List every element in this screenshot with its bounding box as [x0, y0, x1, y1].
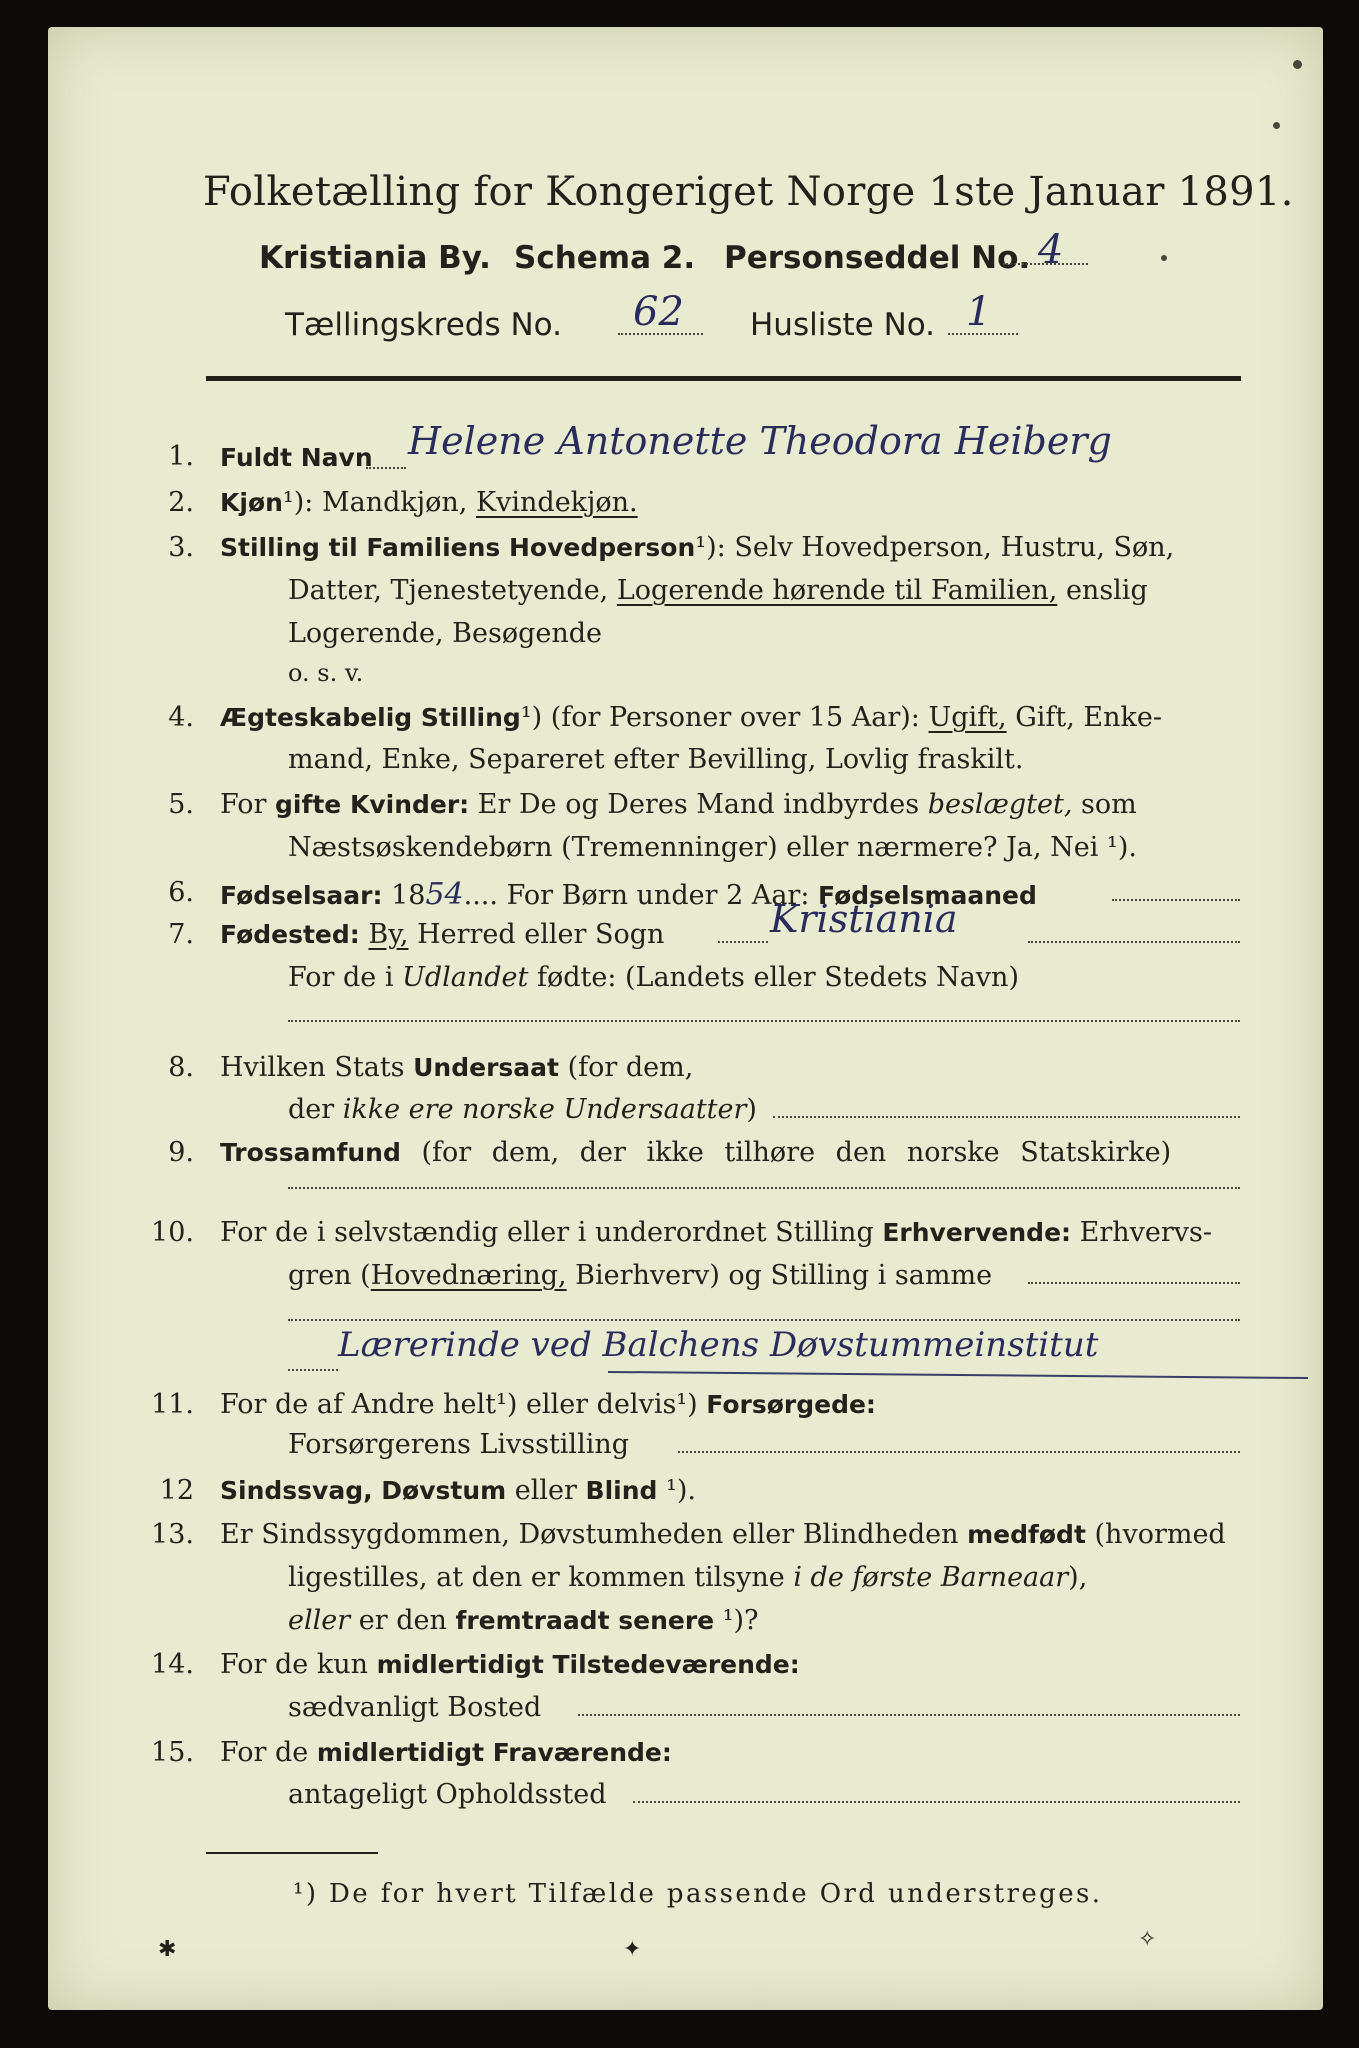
q8-line2c: )	[746, 1094, 757, 1125]
q4-line2: mand, Enke, Separeret efter Bevilling, Lovlig fraskilt.	[288, 744, 1024, 775]
q3-line4: o. s. v.	[288, 659, 364, 687]
q13-line3c: ¹)?	[722, 1605, 759, 1636]
q5-line1b: beslægtet,	[927, 789, 1073, 820]
q5-line1a: Er De og Deres Mand indbyrdes	[477, 789, 920, 820]
q15-dots	[633, 1801, 1240, 1803]
q15-label: midlertidigt Fraværende:	[316, 1738, 672, 1767]
q14-line2: sædvanligt Bosted	[288, 1692, 542, 1723]
item-number-14: 14.	[151, 1649, 194, 1680]
taellingskreds-dots	[618, 333, 703, 335]
q13-line3	[288, 1605, 759, 1636]
q2-line	[220, 487, 638, 518]
q2-option-male: Mandkjøn,	[321, 487, 468, 518]
q8-label: Undersaat	[413, 1053, 559, 1082]
personseddel-number: 4	[1038, 227, 1064, 273]
q9-blank-line	[288, 1187, 1240, 1189]
q12-mid: eller	[514, 1475, 577, 1506]
q7-value-birthplace: Kristiania	[770, 897, 958, 941]
q13-line1b: (hvormed	[1094, 1519, 1226, 1550]
item-number-10: 10.	[151, 1217, 194, 1248]
item-number-2: 2.	[168, 487, 194, 518]
q10-line1a: For de i selvstændig eller i underordnet Stilling	[220, 1217, 874, 1248]
q12-sup: ¹).	[666, 1475, 696, 1506]
q1-label: Fuldt Navn	[220, 443, 373, 472]
q6-dots	[1112, 899, 1240, 901]
q10-dots-c	[288, 1369, 338, 1371]
q15-line1a: For de	[220, 1737, 309, 1768]
q10-line2	[288, 1260, 992, 1291]
q13-line3b: er den	[358, 1605, 447, 1636]
q6-value-birthyear: 54	[425, 877, 464, 912]
q10-line2a: gren (	[288, 1260, 371, 1291]
q7-line2c: fødte: (Landets eller Stedets Navn)	[536, 962, 1019, 993]
item-number-13: 13.	[151, 1519, 194, 1550]
footnote: ¹) De for hvert Tilfælde passende Ord understreges.	[293, 1879, 1103, 1909]
q9-line1	[220, 1137, 1171, 1168]
q14-dots	[578, 1714, 1240, 1716]
q8-line2a: der	[288, 1094, 335, 1125]
q6-prefix: 18	[391, 880, 426, 911]
q3-line1	[220, 532, 1174, 563]
ink-spot-2	[1273, 122, 1280, 129]
q10-label: Erhvervende:	[882, 1218, 1072, 1247]
q10-line2b: Bierhverv) og Stilling i samme	[575, 1260, 993, 1291]
item-number-8: 8.	[168, 1052, 194, 1083]
q2-label: Kjøn	[220, 488, 283, 517]
q10-hovednaering-underlined: Hovednæring,	[370, 1260, 567, 1291]
q2-sup: ¹):	[282, 487, 314, 518]
q5-line2: Næstsøskendebørn (Tremenninger) eller nærmere? Ja, Nei ¹).	[288, 832, 1137, 863]
q8-line2b: ikke ere norske Undersaatter	[342, 1094, 747, 1125]
q13-line1	[220, 1519, 1226, 1550]
q10-dots-b	[288, 1319, 1240, 1321]
footnote-rule	[206, 1852, 378, 1854]
q5-label: gifte Kvinder:	[275, 790, 470, 819]
q3-line2a: Datter, Tjenestetyende,	[288, 575, 609, 606]
q13-line2	[288, 1562, 1087, 1593]
q1-value-fullname: Helene Antonette Theodora Heiberg	[408, 419, 1112, 463]
q10-dots-a	[1028, 1282, 1240, 1284]
q9-label: Trossamfund	[220, 1138, 401, 1167]
taellingskreds-number: 62	[633, 289, 684, 335]
husliste-dots	[948, 333, 1018, 335]
husliste-number: 1	[966, 289, 992, 335]
q5-line1c: som	[1081, 789, 1137, 820]
item-number-7: 7.	[168, 919, 194, 950]
q4-line1a: ¹) (for Personer over 15 Aar):	[520, 702, 920, 733]
q8-line2	[288, 1094, 757, 1125]
q13-label: medfødt	[967, 1520, 1086, 1549]
corner-mark-right-icon: ✧	[1138, 1927, 1157, 1952]
q6-line: Fødselsaar: 1854.... For Børn under 2 Aar: Fødselsmaaned	[220, 877, 1037, 912]
q11-label: Forsørgede:	[706, 1390, 876, 1419]
q11-dots	[678, 1451, 1240, 1453]
q14-line1a: For de kun	[220, 1649, 368, 1680]
q7-blank-line	[288, 1020, 1240, 1022]
q7-line2	[288, 962, 1019, 993]
ink-spot-1	[1293, 60, 1302, 69]
q7-line1	[220, 919, 664, 950]
q1-dots	[366, 467, 406, 469]
q7-rest: Herred eller Sogn	[417, 919, 665, 950]
schema-label: Schema 2.	[514, 240, 696, 276]
q11-line2: Forsørgerens Livsstilling	[288, 1429, 630, 1460]
q3-sup: ¹):	[695, 532, 726, 563]
q4-line1	[220, 702, 1162, 733]
q7-label: Fødested:	[220, 920, 360, 949]
q13-line3a: eller	[288, 1605, 351, 1636]
item-number-11: 11.	[151, 1389, 194, 1420]
q3-line2c: enslig	[1065, 575, 1148, 606]
q7-line2a: For de i	[288, 962, 394, 993]
q3-line1-text: Selv Hovedperson, Hustru, Søn,	[734, 532, 1175, 563]
q3-line2	[288, 575, 1148, 606]
q3-label: Stilling til Familiens Hovedperson	[220, 533, 696, 562]
q7-by-underlined: By,	[368, 919, 409, 950]
q13-line2c: ),	[1068, 1562, 1088, 1593]
item-number-5: 5.	[168, 789, 194, 820]
q12-line	[220, 1475, 696, 1506]
q14-line1	[220, 1649, 800, 1680]
corner-mark-left-icon: ✱	[158, 1937, 177, 1962]
q6-mid: For Børn under 2 Aar:	[506, 880, 810, 911]
q14-label: midlertidigt Tilstedeværende:	[376, 1650, 800, 1679]
census-form-sheet	[48, 27, 1323, 2010]
q13-line2b: i de første Barneaar	[793, 1562, 1069, 1593]
q12-label2: Blind	[585, 1476, 658, 1505]
q7-line2b: Udlandet	[402, 962, 529, 993]
item-number-12: 12	[159, 1475, 194, 1506]
q11-line1	[220, 1389, 876, 1420]
q10-line1	[220, 1217, 1212, 1248]
form-title: Folketælling for Kongeriget Norge 1ste Januar 1891.	[203, 169, 1294, 215]
q11-line1a: For de af Andre helt¹) eller delvis¹)	[220, 1389, 698, 1420]
q6-label: Fødselsaar:	[220, 881, 383, 910]
q5-pre: For	[220, 789, 267, 820]
q15-line1	[220, 1737, 672, 1768]
item-number-6: 6.	[168, 877, 194, 908]
personseddel-dots	[1003, 263, 1088, 265]
item-number-1: 1.	[168, 441, 194, 472]
q4-ugift-underlined: Ugift,	[928, 702, 1007, 733]
q10-handwritten-underline	[608, 1371, 1308, 1379]
q10-value-occupation: Lærerinde ved Balchens Døvstummeinstitut	[338, 1325, 1099, 1365]
q7-dots-a	[718, 941, 768, 943]
q2-option-female: Kvindekjøn.	[475, 487, 638, 518]
city-label: Kristiania By.	[259, 240, 491, 276]
q7-dots-b	[1028, 941, 1240, 943]
q3-lodger-underlined: Logerende hørende til Familien,	[616, 575, 1058, 606]
q15-line2: antageligt Opholdssted	[288, 1779, 607, 1810]
corner-mark-center-icon: ✦	[623, 1937, 642, 1962]
ink-spot-3	[1161, 255, 1167, 261]
taellingskreds-label: Tællingskreds No.	[285, 307, 562, 343]
q9-rest: (for dem, der ikke tilhøre den norske Statskirke)	[421, 1137, 1172, 1168]
header-rule	[206, 376, 1241, 381]
q4-label: Ægteskabelig Stilling	[220, 703, 521, 732]
q13-line1a: Er Sindssygdommen, Døvstumheden eller Blindheden	[220, 1519, 959, 1550]
q5-line1	[220, 789, 1137, 820]
husliste-label: Husliste No.	[750, 307, 936, 343]
item-number-4: 4.	[168, 702, 194, 733]
item-number-9: 9.	[168, 1137, 194, 1168]
personseddel-label: Personseddel No.	[724, 240, 1031, 276]
q3-line3: Logerende, Besøgende	[288, 618, 602, 649]
q13-line2a: ligestilles, at den er kommen tilsyne	[288, 1562, 785, 1593]
q8-dots	[773, 1116, 1240, 1118]
q8-line1	[220, 1052, 693, 1083]
q4-line1b: Gift, Enke-	[1015, 702, 1162, 733]
q8-line1a: Hvilken Stats	[220, 1052, 405, 1083]
q8-line1b: (for dem,	[567, 1052, 694, 1083]
q10-line1b: Erhvervs-	[1079, 1217, 1213, 1248]
q13-label2: fremtraadt senere	[455, 1606, 715, 1635]
q12-label: Sindssvag, Døvstum	[220, 1476, 507, 1505]
item-number-15: 15.	[151, 1737, 194, 1768]
item-number-3: 3.	[168, 532, 194, 563]
q6-label2: Fødselsmaaned	[818, 881, 1037, 910]
